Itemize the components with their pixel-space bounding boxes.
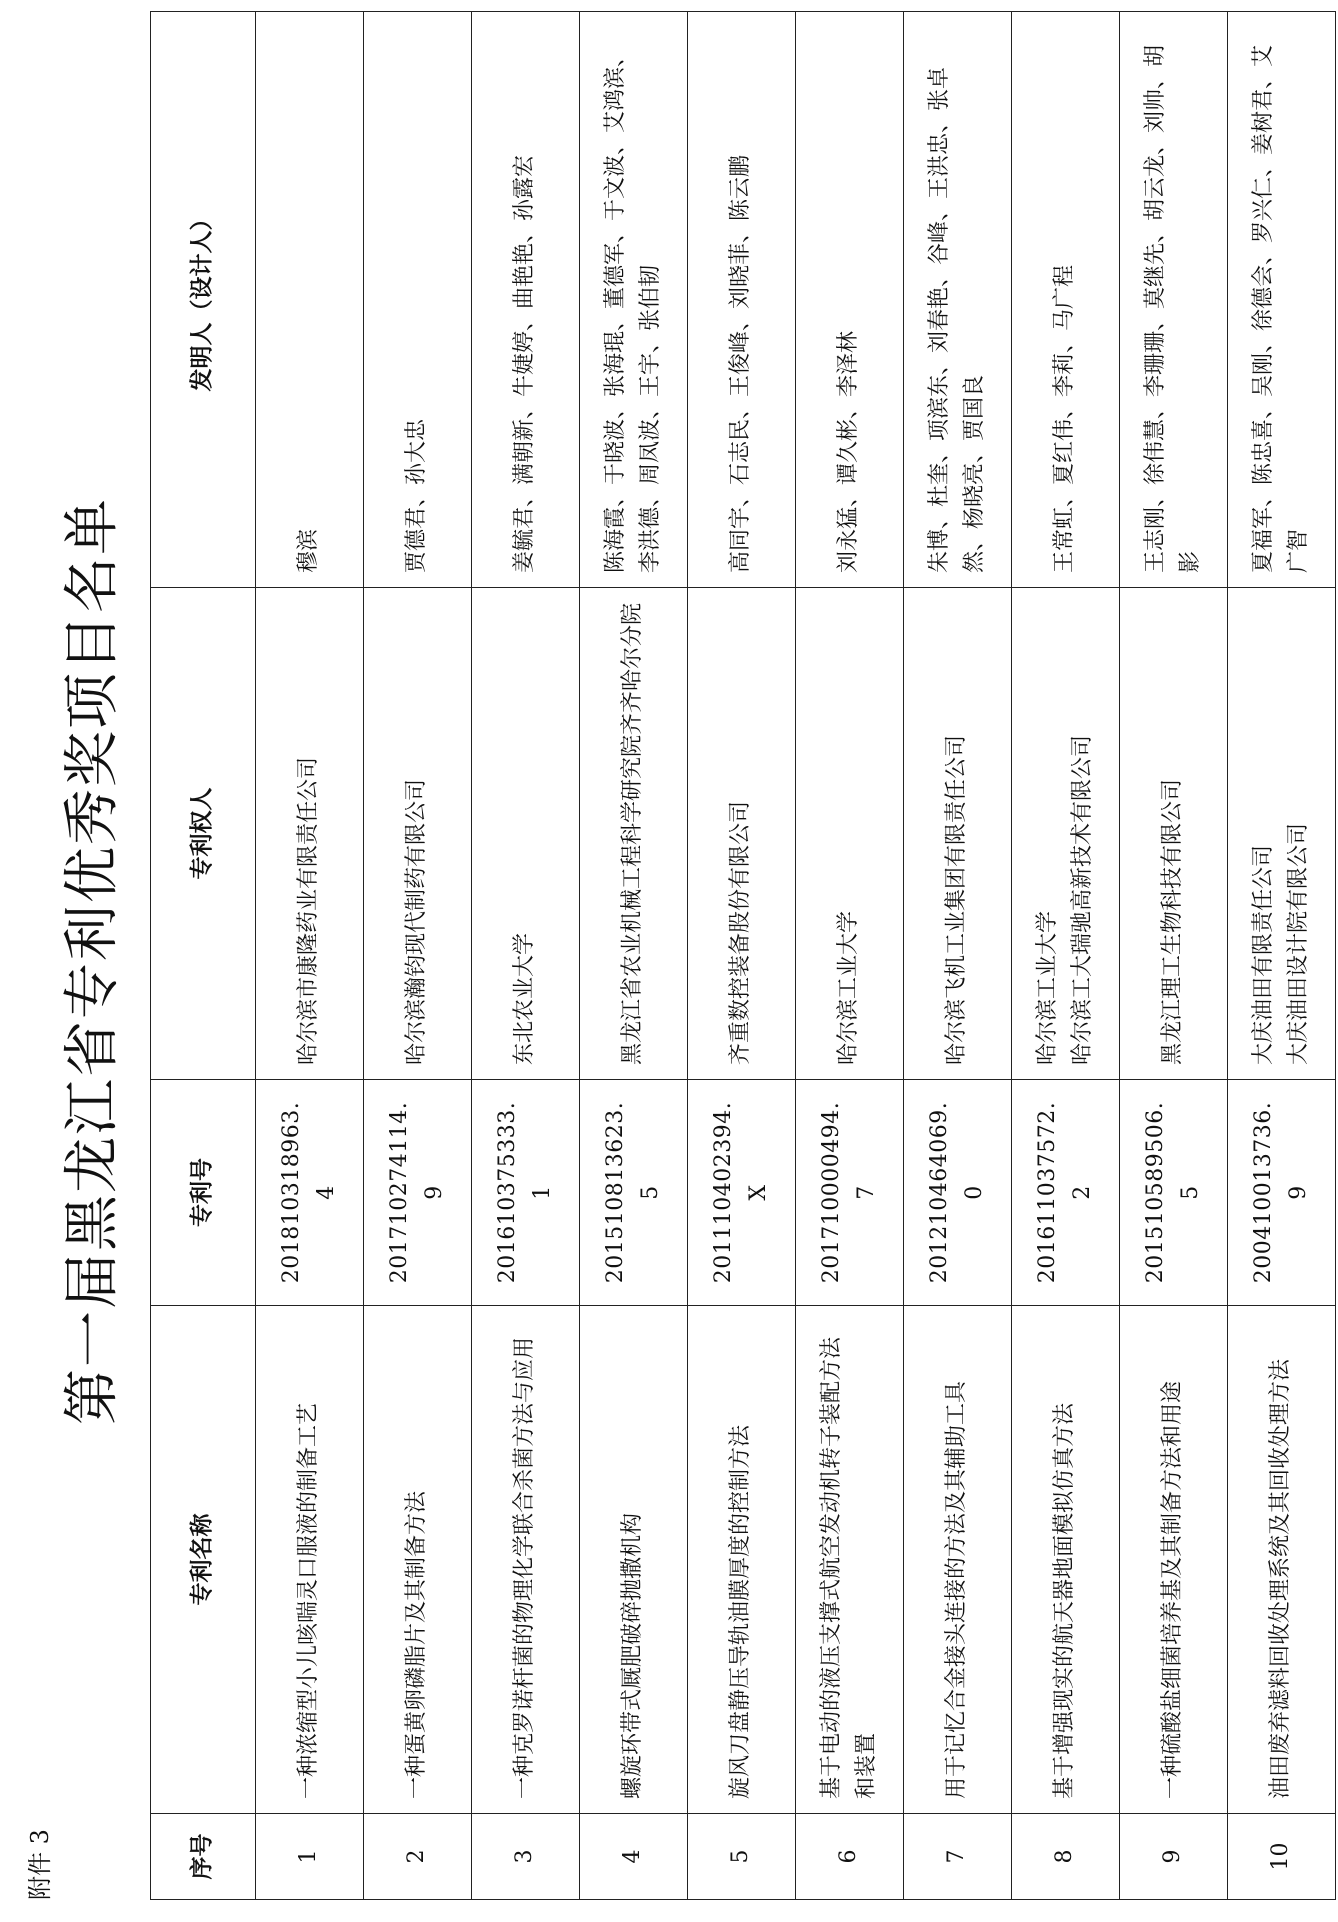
table-row	[256, 12, 364, 1900]
patent-number-cell: 201710000494. 7	[796, 1080, 904, 1306]
table-row	[580, 12, 688, 1900]
patentee-cell: 黑龙江省农业机械工程科学研究院齐齐哈尔分院	[580, 588, 688, 1080]
inventors-cell: 王常虹、夏红伟、李莉、马广程	[1012, 12, 1120, 588]
patentee-cell: 哈尔滨市康隆药业有限责任公司	[256, 588, 364, 1080]
inventors-cell: 姜毓君、满朝新、牛婕婷、曲艳艳、孙露宏	[472, 12, 580, 588]
table-row	[796, 12, 904, 1900]
patent-number-cell: 200410013736. 9	[1228, 1080, 1336, 1306]
row-index: 4	[580, 1814, 688, 1900]
patent-name-cell: 旋风刀盘静压导轨油膜厚度的控制方法	[688, 1306, 796, 1814]
table-row	[1228, 12, 1336, 1900]
column-header-patentee: 专利权人	[151, 588, 256, 1080]
patent-name-cell: 螺旋环带式厩肥破碎抛撒机构	[580, 1306, 688, 1814]
patentee-cell: 黑龙江理工生物科技有限公司	[1120, 588, 1228, 1080]
row-index: 6	[796, 1814, 904, 1900]
patent-award-table	[150, 11, 1336, 1900]
patent-name-cell: 用于记忆合金接头连接的方法及其辅助工具	[904, 1306, 1012, 1814]
patent-name-cell: 一种硫酸盐细菌培养基及其制备方法和用途	[1120, 1306, 1228, 1814]
column-header-patent-number: 专利号	[151, 1080, 256, 1306]
inventors-cell: 刘永猛、谭久彬、李泽林	[796, 12, 904, 588]
patent-number-cell: 201810318963. 4	[256, 1080, 364, 1306]
row-index: 7	[904, 1814, 1012, 1900]
patentee-cell: 东北农业大学	[472, 588, 580, 1080]
table-row	[472, 12, 580, 1900]
patentee-cell: 齐重数控装备股份有限公司	[688, 588, 796, 1080]
row-index: 8	[1012, 1814, 1120, 1900]
patent-name-cell: 基于增强现实的航天器地面模拟仿真方法	[1012, 1306, 1120, 1814]
table-header-row	[151, 12, 256, 1900]
inventors-cell: 陈海霞、于晓波、张海琨、董德军、于文波、艾鸿滨、李洪德、周凤波、王宇、张伯韧	[580, 12, 688, 588]
patentee-cell: 哈尔滨工业大学	[796, 588, 904, 1080]
annex-label: 附件 3	[26, 1829, 54, 1900]
inventors-cell: 朱博、杜奎、项滨东、刘春艳、谷峰、王洪忠、张卓然、杨晓亮、贾国良	[904, 12, 1012, 588]
patent-number-cell: 201110402394. X	[688, 1080, 796, 1306]
row-index: 2	[364, 1814, 472, 1900]
patent-number-cell: 201510813623. 5	[580, 1080, 688, 1306]
page-title: 第一届黑龙江省专利优秀奖项目名单	[60, 497, 125, 1425]
inventors-cell: 夏福军、陈忠喜、吴刚、徐德会、罗兴仁、姜树君、艾广智	[1228, 12, 1336, 588]
patentee-cell: 哈尔滨飞机工业集团有限责任公司	[904, 588, 1012, 1080]
patent-name-cell: 一种克罗诺杆菌的物理化学联合杀菌方法与应用	[472, 1306, 580, 1814]
patent-name-cell: 油田废弃滤料回收处理系统及其回收处理方法	[1228, 1306, 1336, 1814]
patentee-cell: 大庆油田有限责任公司 大庆油田设计院有限公司	[1228, 588, 1336, 1080]
patent-number-cell: 201510589506. 5	[1120, 1080, 1228, 1306]
patentee-cell: 哈尔滨瀚钧现代制药有限公司	[364, 588, 472, 1080]
row-index: 3	[472, 1814, 580, 1900]
inventors-cell: 穆滨	[256, 12, 364, 588]
row-index: 9	[1120, 1814, 1228, 1900]
column-header-inventors: 发明人（设计人）	[151, 12, 256, 588]
table-row	[688, 12, 796, 1900]
patent-number-cell: 201610375333. 1	[472, 1080, 580, 1306]
patent-number-cell: 201210464069. 0	[904, 1080, 1012, 1306]
patent-name-cell: 基于电动的液压支撑式航空发动机转子装配方法和装置	[796, 1306, 904, 1814]
patentee-cell: 哈尔滨工业大学 哈尔滨工大瑞驰高新技术有限公司	[1012, 588, 1120, 1080]
table-row	[364, 12, 472, 1900]
inventors-cell: 高同宇、石志民、王俊峰、刘晓菲、陈云鹏	[688, 12, 796, 588]
column-header-index: 序号	[151, 1814, 256, 1900]
patent-name-cell: 一种蛋黄卵磷脂片及其制备方法	[364, 1306, 472, 1814]
inventors-cell: 贾德君、孙大忠	[364, 12, 472, 588]
table-body	[256, 12, 1336, 1900]
column-header-patent-name: 专利名称	[151, 1306, 256, 1814]
inventors-cell: 王志刚、徐伟慧、李珊珊、莫继先、胡云龙、刘帅、胡影	[1120, 12, 1228, 588]
row-index: 5	[688, 1814, 796, 1900]
table-row	[1012, 12, 1120, 1900]
table-row	[1120, 12, 1228, 1900]
patent-name-cell: 一种浓缩型小儿咳喘灵口服液的制备工艺	[256, 1306, 364, 1814]
row-index: 1	[256, 1814, 364, 1900]
patent-number-cell: 201710274114. 9	[364, 1080, 472, 1306]
table-row	[904, 12, 1012, 1900]
patent-number-cell: 201611037572. 2	[1012, 1080, 1120, 1306]
row-index: 10	[1228, 1814, 1336, 1900]
table-header	[151, 12, 256, 1900]
